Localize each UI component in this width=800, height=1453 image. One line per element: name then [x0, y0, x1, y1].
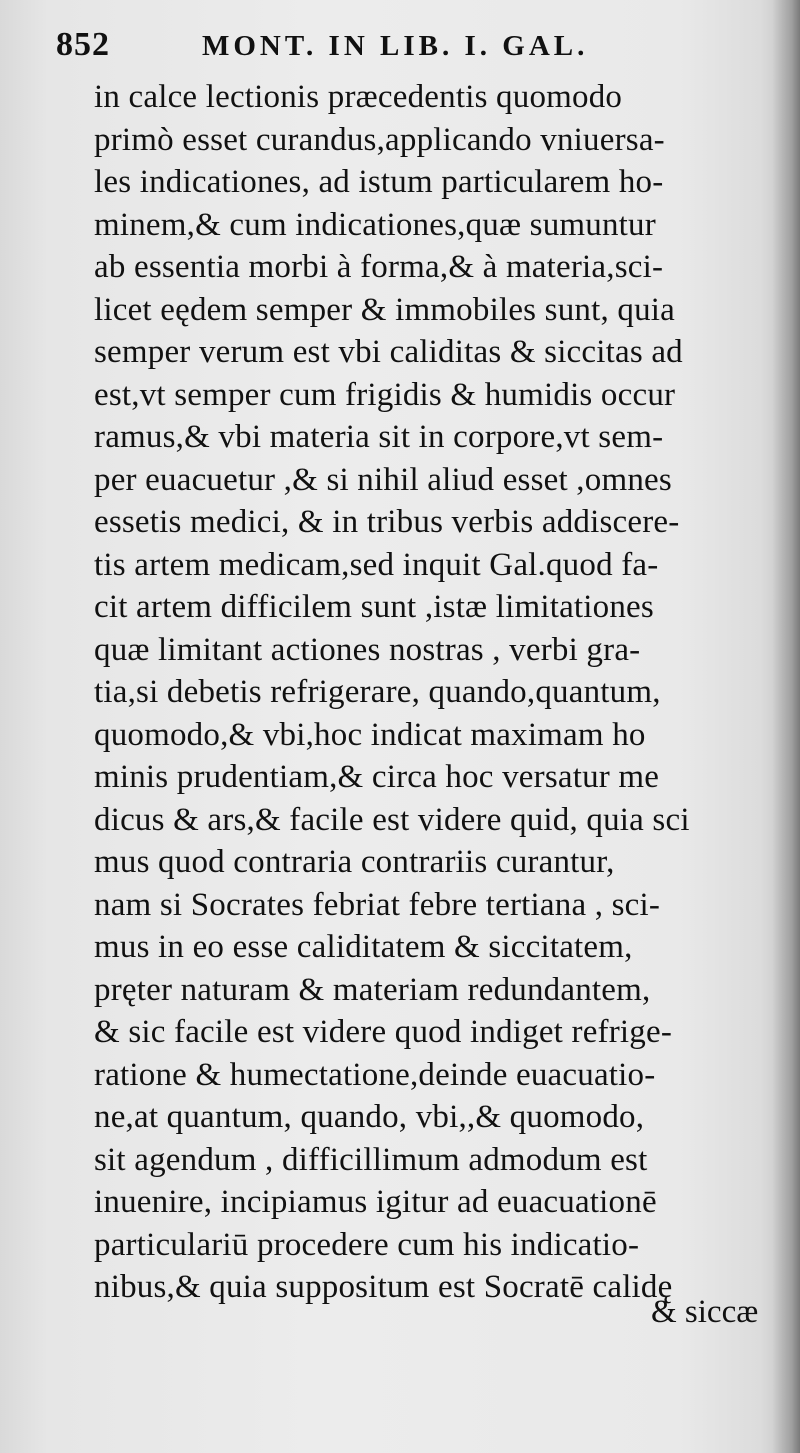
text-line: nibus,& quia suppositum est Socratē calidę — [94, 1269, 673, 1305]
text-line: ratione & humectatione,deinde euacuatio- — [94, 1056, 656, 1093]
text-line: & sic facile est videre quod indiget refrige- — [94, 1014, 673, 1050]
text-line: mus in eo esse caliditatem & siccitatem, — [94, 929, 633, 965]
text-line: quomodo,& vbi,hoc indicat maximam ho — [94, 716, 646, 753]
text-line: pręter naturam & materiam redundantem, — [94, 971, 651, 1008]
catchword: & siccæ — [651, 1294, 759, 1330]
text-line: minem,& cum indicationes,quæ sumuntur — [94, 206, 656, 243]
text-line: nam si Socrates febriat febre tertiana , sci- — [94, 886, 661, 923]
text-line: cit artem difficilem sunt ,istæ limitationes — [94, 589, 654, 625]
body-text — [94, 76, 744, 1309]
text-line: licet eędem semper & immobiles sunt, quia — [94, 291, 675, 328]
text-line: dicus & ars,& facile est videre quid, quia sci — [94, 801, 690, 838]
text-line: primò esset curandus,applicando vniuersa- — [94, 121, 665, 158]
running-head: MONT. IN LIB. I. GAL. — [202, 30, 589, 62]
text-line: in calce lectionis præcedentis quomodo — [94, 79, 623, 115]
page-header — [56, 26, 756, 70]
text-line: ab essentia morbi à forma,& à materia,sci- — [94, 249, 664, 285]
binding-shadow — [772, 0, 800, 1453]
text-line: tia,si debetis refrigerare, quando,quantum, — [94, 674, 661, 710]
text-line: particulariū procedere cum his indicatio- — [94, 1226, 640, 1263]
text-line: per euacuetur ,& si nihil aliud esset ,omnes — [94, 461, 672, 498]
text-line: essetis medici, & in tribus verbis addiscere- — [94, 504, 680, 540]
text-line: minis prudentiam,& circa hoc versatur me — [94, 759, 660, 795]
text-line: sit agendum , difficillimum admodum est — [94, 1141, 648, 1178]
text-line: les indicationes, ad istum particularem ho- — [94, 164, 664, 200]
text-line: inuenire, incipiamus igitur ad euacuationē — [94, 1184, 657, 1220]
text-line: mus quod contraria contrariis curantur, — [94, 844, 615, 880]
text-line: tis artem medicam,sed inquit Gal.quod fa- — [94, 546, 659, 583]
text-line: est,vt semper cum frigidis & humidis occur — [94, 376, 676, 413]
page-number: 852 — [56, 26, 110, 63]
text-line: ne,at quantum, quando, vbi,,& quomodo, — [94, 1099, 645, 1135]
text-line: semper verum est vbi caliditas & siccitas ad — [94, 334, 683, 370]
text-line: ramus,& vbi materia sit in corpore,vt sem- — [94, 419, 664, 455]
text-line: quæ limitant actiones nostras , verbi gra- — [94, 631, 641, 668]
